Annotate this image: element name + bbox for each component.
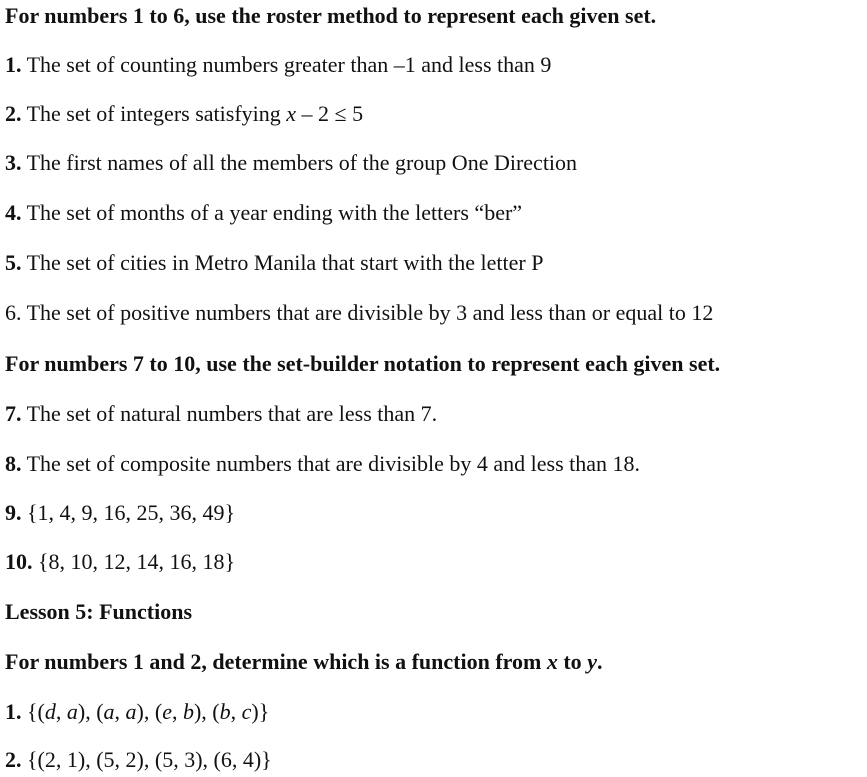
item-number: 6. bbox=[5, 300, 22, 325]
lesson-title: Lesson 5: Functions bbox=[5, 599, 193, 624]
instruction-text: to bbox=[557, 649, 588, 674]
item-text: The first names of all the members of the group One Direction bbox=[21, 150, 578, 175]
roster-item-2 bbox=[5, 100, 363, 128]
item-number: 1. bbox=[5, 699, 22, 724]
math-variable: a bbox=[66, 699, 78, 724]
item-text: The set of composite numbers that are divisible by 4 and less than 18. bbox=[21, 451, 641, 476]
set-notation: )} bbox=[251, 699, 270, 724]
item-text: {8, 10, 12, 14, 16, 18} bbox=[32, 549, 236, 574]
set-notation: {(2, 1), (5, 2), (5, 3), (6, 4)} bbox=[21, 747, 272, 772]
setbuilder-item-10 bbox=[5, 548, 235, 576]
set-notation: , bbox=[171, 699, 183, 724]
function-item-1 bbox=[5, 698, 269, 726]
item-number: 8. bbox=[5, 451, 22, 476]
item-number: 3. bbox=[5, 150, 22, 175]
item-text: – 2 ≤ 5 bbox=[296, 101, 364, 126]
math-variable: a bbox=[125, 699, 137, 724]
item-text: The set of integers satisfying bbox=[21, 101, 287, 126]
item-number: 2. bbox=[5, 101, 22, 126]
item-number: 9. bbox=[5, 500, 22, 525]
roster-item-1 bbox=[5, 51, 551, 79]
math-variable: y bbox=[587, 649, 597, 674]
set-notation: , bbox=[114, 699, 126, 724]
lesson-instruction bbox=[5, 648, 602, 676]
set-notation: , bbox=[55, 699, 67, 724]
math-variable: c bbox=[241, 699, 252, 724]
item-number: 2. bbox=[5, 747, 22, 772]
math-variable: d bbox=[44, 699, 56, 724]
item-number: 1. bbox=[5, 52, 22, 77]
roster-item-4 bbox=[5, 199, 522, 227]
item-text: The set of natural numbers that are less than 7. bbox=[21, 401, 438, 426]
roster-section-heading: For numbers 1 to 6, use the roster method to represent each given set. bbox=[5, 3, 657, 28]
item-number: 4. bbox=[5, 200, 22, 225]
set-notation: ), ( bbox=[77, 699, 104, 724]
math-variable: e bbox=[162, 699, 172, 724]
set-notation: ), ( bbox=[193, 699, 220, 724]
setbuilder-item-7 bbox=[5, 400, 437, 428]
item-text: The set of months of a year ending with the letters “ber” bbox=[21, 200, 523, 225]
math-variable: x bbox=[286, 101, 297, 126]
roster-item-3 bbox=[5, 149, 577, 177]
function-item-2 bbox=[5, 746, 272, 774]
roster-item-5 bbox=[5, 249, 543, 277]
item-text: The set of cities in Metro Manila that start with the letter P bbox=[21, 250, 544, 275]
setbuilder-item-9 bbox=[5, 499, 235, 527]
item-text: The set of counting numbers greater than –1 and less than 9 bbox=[21, 52, 552, 77]
item-text: {1, 4, 9, 16, 25, 36, 49} bbox=[21, 500, 236, 525]
set-notation: {( bbox=[21, 699, 45, 724]
set-notation: ), ( bbox=[136, 699, 163, 724]
math-variable: x bbox=[546, 649, 558, 674]
roster-item-6 bbox=[5, 299, 713, 327]
instruction-text: . bbox=[596, 649, 603, 674]
item-number: 5. bbox=[5, 250, 22, 275]
math-variable: b bbox=[219, 699, 231, 724]
item-number: 10. bbox=[5, 549, 33, 574]
math-variable: a bbox=[103, 699, 115, 724]
item-number: 7. bbox=[5, 401, 22, 426]
item-text: The set of positive numbers that are divisible by 3 and less than or equal to 12 bbox=[21, 300, 714, 325]
set-notation: , bbox=[230, 699, 242, 724]
setbuilder-item-8 bbox=[5, 450, 640, 478]
instruction-text: For numbers 1 and 2, determine which is a function from bbox=[5, 649, 547, 674]
math-variable: b bbox=[182, 699, 194, 724]
setbuilder-section-heading: For numbers 7 to 10, use the set-builder notation to represent each given set. bbox=[5, 351, 721, 376]
